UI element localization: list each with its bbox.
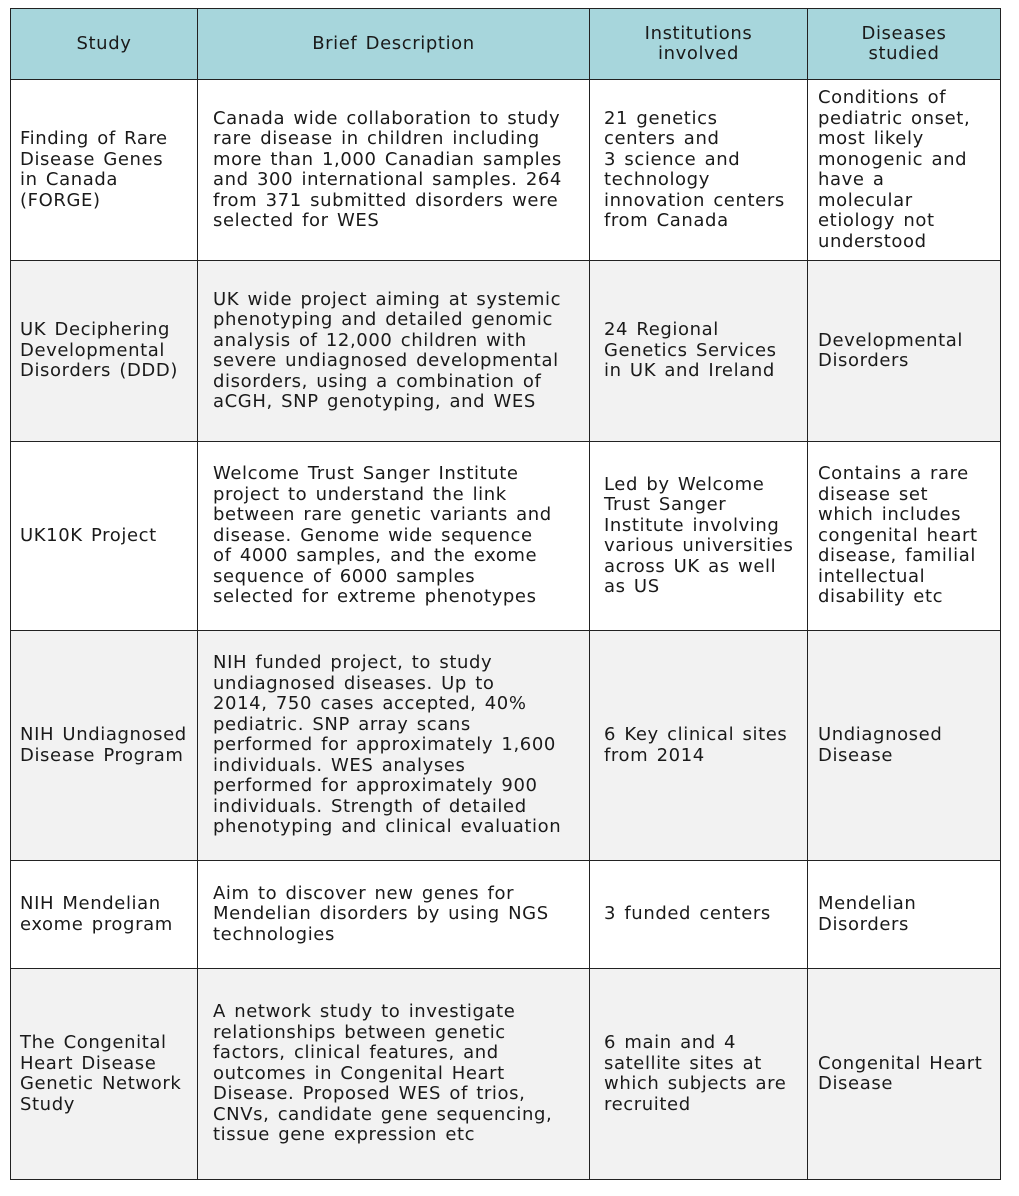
cell-description: A network study to investigate relationships between genetic factors, clinical features, and outcomes in Congenital Heart Disease. Proposed WES of trios, CNVs, candidate gene sequencing, tissue gene expression etc bbox=[198, 969, 590, 1180]
cell-institutions: 6 main and 4 satellite sites at which subjects are recruited bbox=[590, 969, 808, 1180]
table-row bbox=[11, 261, 1001, 442]
cell-diseases: Conditions of pediatric onset, most likely monogenic and have a molecular etiology not understood bbox=[808, 80, 1001, 261]
header-institutions: Institutions involved bbox=[590, 9, 808, 80]
header-study: Study bbox=[11, 9, 198, 80]
table-body bbox=[11, 80, 1001, 1180]
cell-study: NIH Mendelian exome program bbox=[11, 861, 198, 969]
cell-study: NIH Undiagnosed Disease Program bbox=[11, 631, 198, 861]
table-row bbox=[11, 969, 1001, 1180]
header-row bbox=[11, 9, 1001, 80]
cell-study: The Congenital Heart Disease Genetic Network Study bbox=[11, 969, 198, 1180]
cell-institutions: 21 genetics centers and 3 science and technology innovation centers from Canada bbox=[590, 80, 808, 261]
cell-description: Aim to discover new genes for Mendelian disorders by using NGS technologies bbox=[198, 861, 590, 969]
cell-diseases: Undiagnosed Disease bbox=[808, 631, 1001, 861]
table-row bbox=[11, 861, 1001, 969]
table-header bbox=[11, 9, 1001, 80]
cell-institutions: 3 funded centers bbox=[590, 861, 808, 969]
rare-disease-studies-table bbox=[10, 8, 1001, 1180]
cell-description: UK wide project aiming at systemic phenotyping and detailed genomic analysis of 12,000 children with severe undiagnosed developmental disorders, using a combination of aCGH, SNP genotyping, and WES bbox=[198, 261, 590, 442]
cell-diseases: Developmental Disorders bbox=[808, 261, 1001, 442]
cell-diseases: Congenital Heart Disease bbox=[808, 969, 1001, 1180]
cell-description: NIH funded project, to study undiagnosed diseases. Up to 2014, 750 cases accepted, 40% pediatric. SNP array scans performed for approximately 1,600 individuals. WES analyses performed for approximately 900 individuals. Strength of detailed phenotyping and clinical evaluation bbox=[198, 631, 590, 861]
cell-study: Finding of Rare Disease Genes in Canada (FORGE) bbox=[11, 80, 198, 261]
cell-diseases: Contains a rare disease set which includes congenital heart disease, familial intellectual disability etc bbox=[808, 442, 1001, 631]
cell-diseases: Mendelian Disorders bbox=[808, 861, 1001, 969]
cell-study: UK10K Project bbox=[11, 442, 198, 631]
table-row bbox=[11, 80, 1001, 261]
header-diseases: Diseases studied bbox=[808, 9, 1001, 80]
table-row bbox=[11, 631, 1001, 861]
cell-institutions: 6 Key clinical sites from 2014 bbox=[590, 631, 808, 861]
cell-institutions: Led by Welcome Trust Sanger Institute involving various universities across UK as well as US bbox=[590, 442, 808, 631]
header-description: Brief Description bbox=[198, 9, 590, 80]
cell-institutions: 24 Regional Genetics Services in UK and Ireland bbox=[590, 261, 808, 442]
cell-study: UK Deciphering Developmental Disorders (DDD) bbox=[11, 261, 198, 442]
cell-description: Welcome Trust Sanger Institute project to understand the link between rare genetic variants and disease. Genome wide sequence of 4000 samples, and the exome sequence of 6000 samples selected for extreme phenotypes bbox=[198, 442, 590, 631]
table-row bbox=[11, 442, 1001, 631]
cell-description: Canada wide collaboration to study rare disease in children including more than 1,000 Canadian samples and 300 international samples. 264 from 371 submitted disorders were selected for WES bbox=[198, 80, 590, 261]
